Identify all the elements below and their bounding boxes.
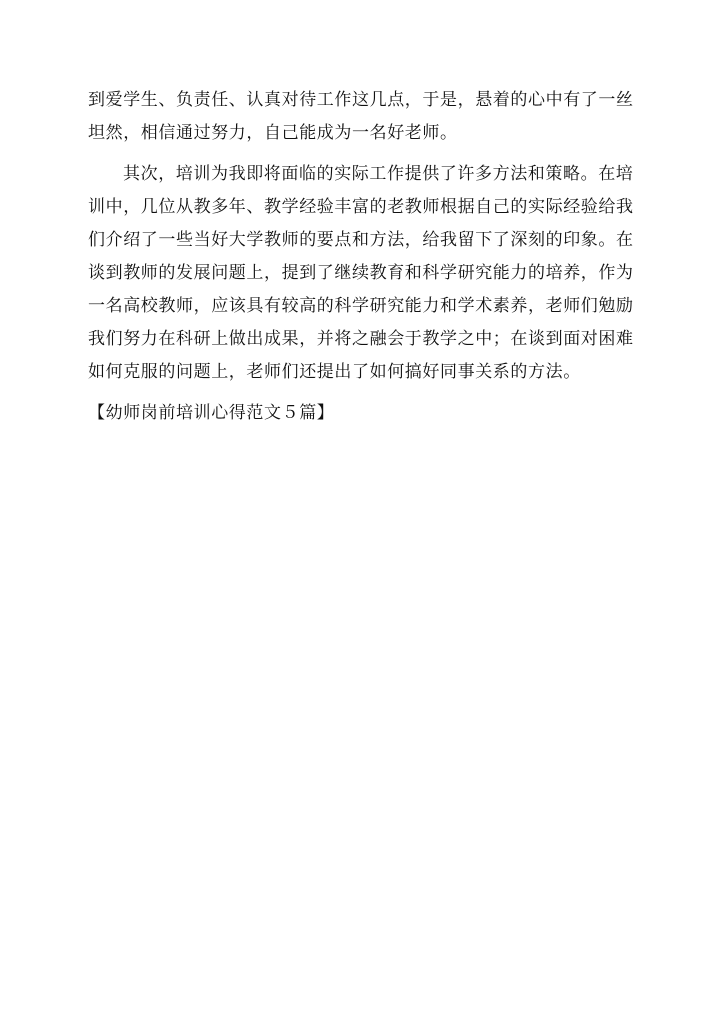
paragraph-line: 们介绍了一些当好大学教师的要点和方法，给我留下了深刻的印象。在 xyxy=(88,230,634,250)
paragraph-2 xyxy=(88,158,636,389)
paragraph-line: 一名高校教师，应该具有较高的科学研究能力和学术素养，老师们勉励 xyxy=(88,296,634,316)
paragraph-line: 谈到教师的发展问题上，提到了继续教育和科学研究能力的培养，作为 xyxy=(88,263,634,283)
paragraph-1 xyxy=(88,84,636,150)
paragraph-line: 我们努力在科研上做出成果，并将之融会于教学之中；在谈到面对困难 xyxy=(88,329,634,349)
paragraph-line: 训中，几位从教多年、教学经验丰富的老教师根据自己的实际经验给我 xyxy=(88,197,634,217)
paragraph-line: 到爱学生、负责任、认真对待工作这几点，于是，悬着的心中有了一丝 xyxy=(88,90,634,110)
paragraph-line: 如何克服的问题上，老师们还提出了如何搞好同事关系的方法。 xyxy=(88,362,581,382)
document-body xyxy=(88,84,636,430)
paragraph-line: 其次，培训为我即将面临的实际工作提供了许多方法和策略。在培 xyxy=(123,164,634,184)
related-article-title: 【幼师岗前培训心得范文５篇】 xyxy=(88,403,335,423)
paragraph-line: 坦然，相信通过努力，自己能成为一名好老师。 xyxy=(88,123,458,143)
